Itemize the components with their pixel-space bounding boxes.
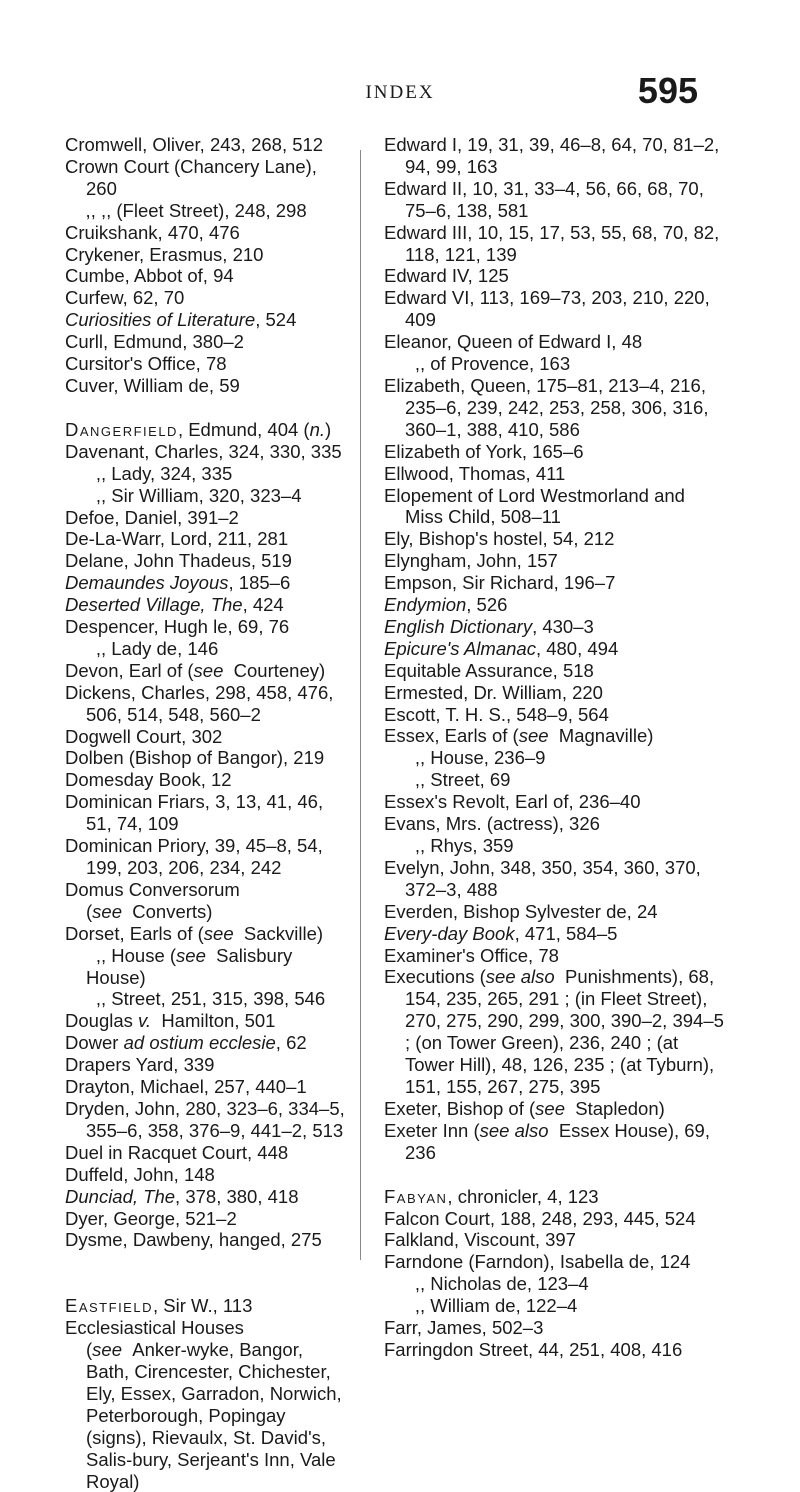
index-entry: Escott, T. H. S., 548–9, 564 xyxy=(384,703,609,725)
index-entry: ,, Nicholas de, 123–4 xyxy=(384,1273,589,1295)
section-spacer xyxy=(384,1164,724,1186)
section-spacer xyxy=(65,1273,345,1295)
index-entry: ,, House (see Salisbury House) xyxy=(65,944,293,988)
index-entry: Duel in Racquet Court, 448 xyxy=(65,1141,289,1163)
index-entry: ,, ,, (Fleet Street), 248, 298 xyxy=(65,199,307,221)
index-entry: ,, Lady, 324, 335 xyxy=(65,462,233,484)
index-entry: Endymion, 526 xyxy=(384,594,508,616)
index-entry: Elizabeth of York, 165–6 xyxy=(384,440,584,462)
index-entry: Ecclesiastical Houses (see Anker-wyke, Bangor, Bath, Cirencester, Chichester, Ely, Essex, Garradon, Norwich, Peterborough, Popingay (signs), Rievaulx, St. David's, Salis-bury, Serjeant's Inn, Vale Royal) xyxy=(65,1317,342,1492)
index-entry: Dysme, Dawbeny, hanged, 275 xyxy=(65,1229,322,1251)
index-entry: Elopement of Lord Westmorland and Miss Child, 508–11 xyxy=(384,484,685,528)
index-entry: Defoe, Daniel, 391–2 xyxy=(65,506,239,528)
index-entry: Dryden, John, 280, 323–6, 334–5, 355–6, 358, 376–9, 441–2, 513 xyxy=(65,1097,345,1141)
column-divider xyxy=(360,150,361,1260)
index-entry: Edward III, 10, 15, 17, 53, 55, 68, 70, 82, 118, 121, 139 xyxy=(384,221,720,265)
index-entry: Farringdon Street, 44, 251, 408, 416 xyxy=(384,1338,683,1360)
index-entry: Ellwood, Thomas, 411 xyxy=(384,462,566,484)
index-entry: Deserted Village, The, 424 xyxy=(65,594,284,616)
index-entry: Ely, Bishop's hostel, 54, 212 xyxy=(384,528,615,550)
index-entry: Fabyan, chronicler, 4, 123 xyxy=(384,1185,599,1207)
index-entry: Evelyn, John, 348, 350, 354, 360, 370, 372–3, 488 xyxy=(384,856,701,900)
index-column-right xyxy=(371,134,724,1361)
index-entry: Domesday Book, 12 xyxy=(65,769,232,791)
index-entry: Falkland, Viscount, 397 xyxy=(384,1229,576,1251)
index-entry: Essex's Revolt, Earl of, 236–40 xyxy=(384,791,641,813)
index-entry: Every-day Book, 471, 584–5 xyxy=(384,922,618,944)
index-entry: Cromwell, Oliver, 243, 268, 512 xyxy=(65,134,324,155)
index-entry: Farr, James, 502–3 xyxy=(384,1317,544,1339)
index-entry: ,, Rhys, 359 xyxy=(384,835,514,856)
index-entry: Evans, Mrs. (actress), 326 xyxy=(384,813,600,835)
index-entry: Devon, Earl of (see Courteney) xyxy=(65,659,326,681)
index-entry: Dunciad, The, 378, 380, 418 xyxy=(65,1185,299,1207)
index-entry: Exeter Inn (see also Essex House), 69, 236 xyxy=(384,1119,710,1163)
index-entry: Falcon Court, 188, 248, 293, 445, 524 xyxy=(384,1207,696,1229)
index-entry: Edward I, 19, 31, 39, 46–8, 64, 70, 81–2, 94, 99, 163 xyxy=(384,134,720,177)
index-entry: Edward VI, 113, 169–73, 203, 210, 220, 409 xyxy=(384,287,710,331)
index-entry: ,, Sir William, 320, 323–4 xyxy=(65,484,302,506)
index-column-left xyxy=(65,134,345,1492)
index-entry: Equitable Assurance, 518 xyxy=(384,659,594,681)
index-entry: ,, Street, 69 xyxy=(384,769,511,791)
index-entry: Dickens, Charles, 298, 458, 476, 506, 514, 548, 560–2 xyxy=(65,681,334,725)
index-entry: Cumbe, Abbot of, 94 xyxy=(65,265,234,287)
index-entry: Examiner's Office, 78 xyxy=(384,944,559,966)
index-entry: Despencer, Hugh le, 69, 76 xyxy=(65,616,290,638)
index-entry: Domus Conversorum (see Converts) xyxy=(65,878,240,922)
index-entry: Farndone (Farndon), Isabella de, 124 xyxy=(384,1251,691,1273)
index-entry: Curiosities of Literature, 524 xyxy=(65,309,297,331)
index-entry: Duffeld, John, 148 xyxy=(65,1163,215,1185)
index-entry: Empson, Sir Richard, 196–7 xyxy=(384,572,616,594)
index-entry: Davenant, Charles, 324, 330, 335 xyxy=(65,440,342,462)
index-entry: Eleanor, Queen of Edward I, 48 xyxy=(384,331,643,353)
index-entry: Crykener, Erasmus, 210 xyxy=(65,243,264,265)
index-entry: Dangerfield, Edmund, 404 (n.) xyxy=(65,418,332,440)
index-entry: Dominican Priory, 39, 45–8, 54, 199, 203, 206, 234, 242 xyxy=(65,835,323,878)
index-entry: Curfew, 62, 70 xyxy=(65,287,185,309)
index-entry: Drayton, Michael, 257, 440–1 xyxy=(65,1076,307,1098)
index-entry: Curll, Edmund, 380–2 xyxy=(65,331,244,353)
index-entry: Demaundes Joyous, 185–6 xyxy=(65,572,291,594)
index-entry: Elyngham, John, 157 xyxy=(384,550,558,572)
section-spacer xyxy=(65,1251,345,1273)
index-entry: Delane, John Thadeus, 519 xyxy=(65,550,292,572)
index-entry: Cursitor's Office, 78 xyxy=(65,353,227,375)
index-entry: Edward IV, 125 xyxy=(384,265,509,287)
index-entry: ,, of Provence, 163 xyxy=(384,353,571,375)
index-entry: English Dictionary, 430–3 xyxy=(384,615,594,637)
index-entry: Executions (see also Punishments), 68, 154, 235, 265, 291 ; (in Fleet Street), 270, 275, 290, 299, 300, 390–2, 394–5 ; (on Tower Green), 236, 240 ; (at Tower Hill), 48, 126, 235 ; (at Tyburn), 151, 155, 267, 275, 395 xyxy=(384,966,724,1097)
index-entry: ,, House, 236–9 xyxy=(384,747,546,769)
index-entry: Crown Court (Chancery Lane), 260 xyxy=(65,155,317,199)
index-entry: Dolben (Bishop of Bangor), 219 xyxy=(65,747,325,769)
index-entry: Dower ad ostium ecclesie, 62 xyxy=(65,1032,307,1054)
index-entry: Epicure's Almanac, 480, 494 xyxy=(384,637,619,659)
index-entry: Exeter, Bishop of (see Stapledon) xyxy=(384,1097,665,1119)
index-entry: De-La-Warr, Lord, 211, 281 xyxy=(65,528,289,550)
index-entry: Drapers Yard, 339 xyxy=(65,1054,215,1076)
index-entry: Dogwell Court, 302 xyxy=(65,725,223,747)
index-entry: Cruikshank, 470, 476 xyxy=(65,221,240,243)
index-entry: ,, Lady de, 146 xyxy=(65,637,219,659)
index-entry: Elizabeth, Queen, 175–81, 213–4, 216, 235–6, 239, 242, 253, 258, 306, 316, 360–1, 388, 410, 586 xyxy=(384,374,709,440)
index-entry: Dyer, George, 521–2 xyxy=(65,1207,237,1229)
page-header xyxy=(0,70,800,120)
index-entry: Douglas v. Hamilton, 501 xyxy=(65,1010,276,1032)
index-entry: Everden, Bishop Sylvester de, 24 xyxy=(384,900,658,922)
index-entry: Dominican Friars, 3, 13, 41, 46, 51, 74, 109 xyxy=(65,791,324,835)
section-spacer xyxy=(65,397,345,419)
page-number: 595 xyxy=(637,70,698,111)
index-entry: Edward II, 10, 31, 33–4, 56, 66, 68, 70, 75–6, 138, 581 xyxy=(384,177,704,221)
page-title: INDEX xyxy=(365,82,435,103)
index-entry: ,, Street, 251, 315, 398, 546 xyxy=(65,988,326,1010)
index-entry: Ermested, Dr. William, 220 xyxy=(384,681,603,703)
index-entry: Dorset, Earls of (see Sackville) xyxy=(65,922,324,944)
index-entry: ,, William de, 122–4 xyxy=(384,1295,578,1317)
index-entry: Essex, Earls of (see Magnaville) xyxy=(384,725,654,747)
index-entry: Cuver, William de, 59 xyxy=(65,374,240,396)
index-entry: Eastfield, Sir W., 113 xyxy=(65,1295,253,1317)
